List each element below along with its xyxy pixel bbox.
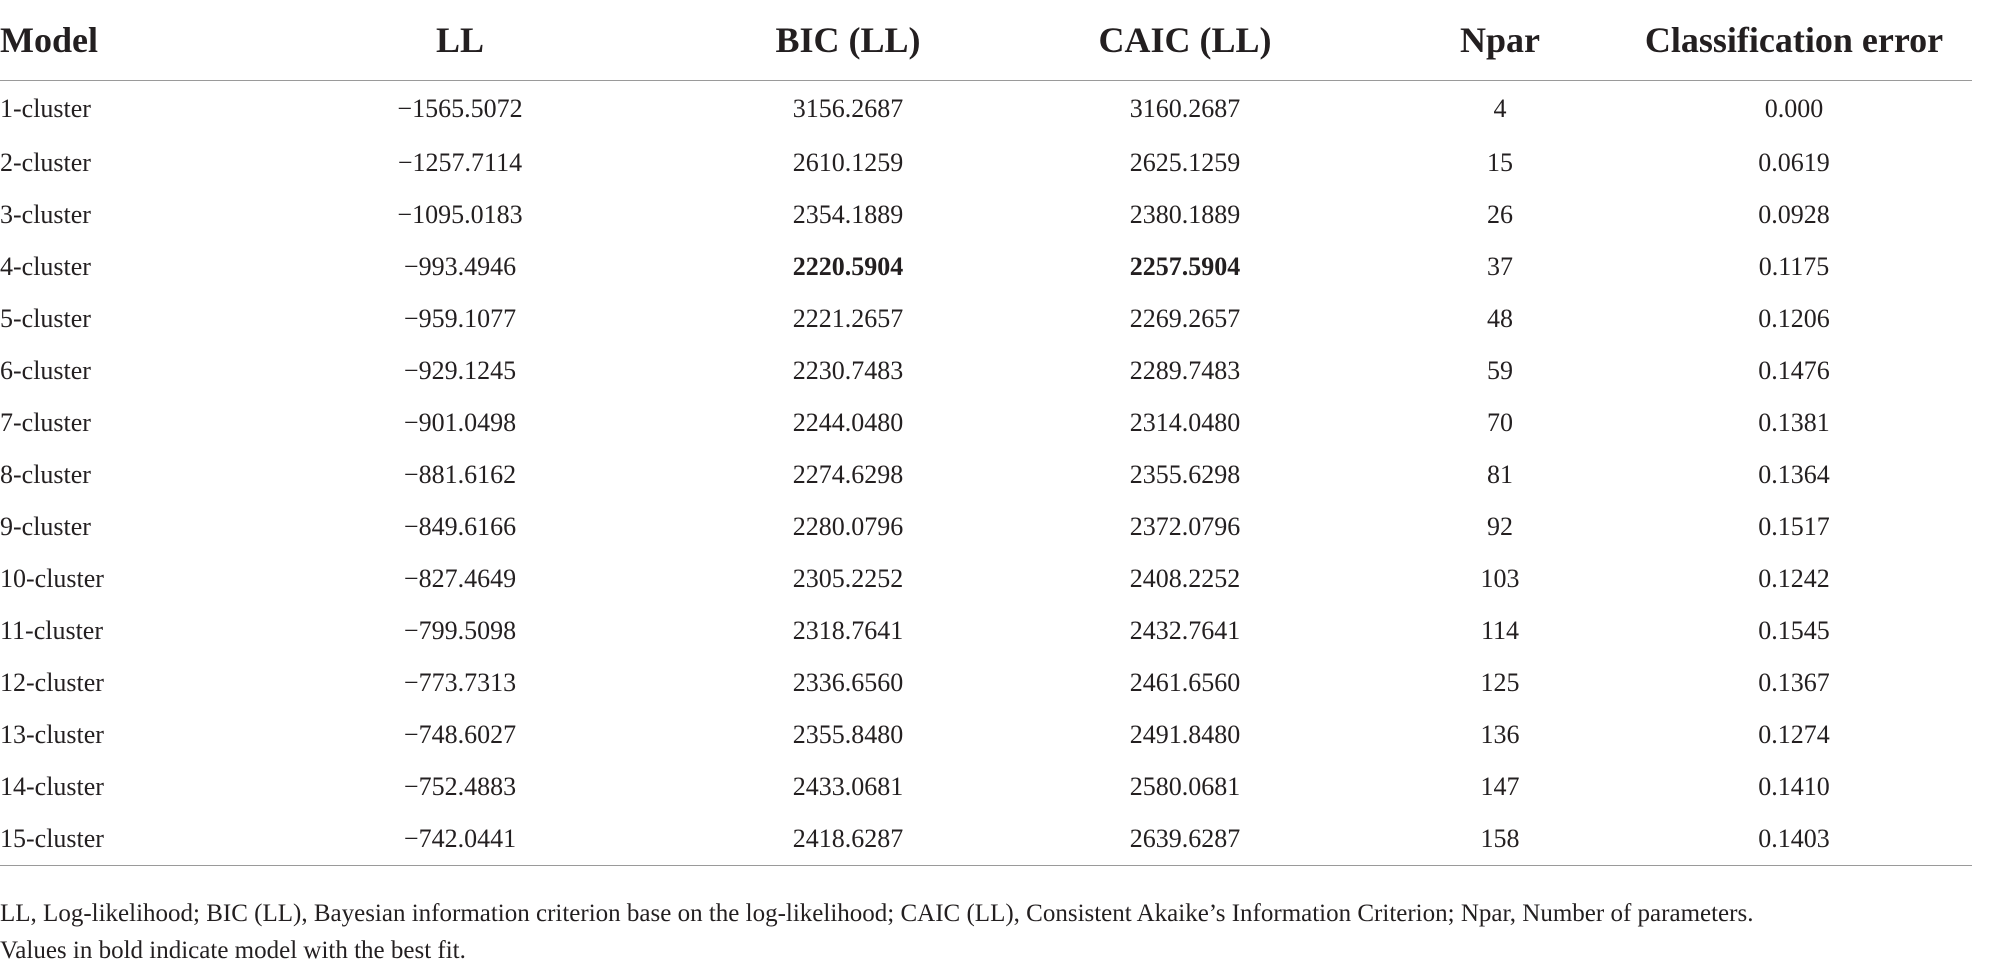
model-cell: 5-cluster	[0, 304, 91, 333]
table-body	[0, 81, 1972, 866]
npar-cell: 147	[1480, 772, 1520, 801]
footnote-bold-note: Values in bold indicate model with the best fit.	[0, 937, 466, 964]
header-model: Model	[0, 0, 210, 81]
classification-error-cell: 0.1517	[1758, 512, 1830, 541]
caic-cell: 2372.0796	[1129, 512, 1241, 541]
model-cell: 3-cluster	[0, 200, 91, 229]
caic-cell: 2355.6298	[1129, 460, 1241, 489]
table-row	[0, 449, 1972, 501]
npar-cell: 70	[1487, 408, 1513, 437]
bic-cell: 2433.0681	[792, 772, 904, 801]
table-footnote	[0, 895, 1972, 969]
bic-cell: 2220.5904	[792, 252, 904, 281]
classification-error-cell: 0.1410	[1758, 772, 1830, 801]
model-cell: 10-cluster	[0, 564, 104, 593]
npar-cell: 114	[1480, 616, 1520, 645]
caic-cell: 2491.8480	[1129, 720, 1241, 749]
classification-error-cell: 0.1381	[1758, 408, 1830, 437]
table-row	[0, 605, 1972, 657]
ll-cell: −799.5098	[403, 616, 517, 645]
bic-cell: 2305.2252	[792, 564, 904, 593]
table-row	[0, 137, 1972, 189]
ll-cell: −881.6162	[403, 460, 517, 489]
caic-cell: 2625.1259	[1129, 148, 1241, 177]
model-cell: 7-cluster	[0, 408, 91, 437]
caic-cell: 2408.2252	[1129, 564, 1241, 593]
npar-cell: 136	[1480, 720, 1520, 749]
caic-cell: 2461.6560	[1129, 668, 1241, 697]
npar-cell: 59	[1487, 356, 1513, 385]
model-cell: 8-cluster	[0, 460, 91, 489]
npar-cell: 26	[1487, 200, 1513, 229]
npar-cell: 37	[1487, 252, 1513, 281]
model-cell: 9-cluster	[0, 512, 91, 541]
npar-cell: 103	[1480, 564, 1520, 593]
bic-cell: 2280.0796	[792, 512, 904, 541]
ll-cell: −773.7313	[403, 668, 517, 697]
classification-error-cell: 0.1175	[1758, 252, 1830, 281]
ll-cell: −959.1077	[403, 304, 517, 333]
classification-error-cell: 0.1206	[1758, 304, 1830, 333]
classification-error-cell: 0.1545	[1758, 616, 1830, 645]
npar-cell: 15	[1487, 148, 1513, 177]
table-header	[0, 0, 1972, 81]
bic-cell: 2244.0480	[792, 408, 904, 437]
caic-cell: 2269.2657	[1129, 304, 1241, 333]
table-row	[0, 761, 1972, 813]
table-row	[0, 345, 1972, 397]
npar-cell: 4	[1493, 94, 1507, 123]
model-cell: 4-cluster	[0, 252, 91, 281]
npar-cell: 92	[1487, 512, 1513, 541]
classification-error-cell: 0.1242	[1758, 564, 1830, 593]
ll-cell: −1095.0183	[397, 200, 523, 229]
npar-cell: 125	[1480, 668, 1520, 697]
ll-cell: −827.4649	[403, 564, 517, 593]
ll-cell: −901.0498	[403, 408, 517, 437]
model-cell: 2-cluster	[0, 148, 91, 177]
model-cell: 15-cluster	[0, 813, 210, 866]
bic-cell: 2418.6287	[710, 813, 986, 866]
table-row	[0, 81, 1972, 138]
caic-cell: 2639.6287	[986, 813, 1384, 866]
classification-error-cell: 0.1403	[1616, 813, 1972, 866]
model-cell: 13-cluster	[0, 720, 104, 749]
classification-error-cell: 0.1274	[1758, 720, 1830, 749]
caic-cell: 2289.7483	[1129, 356, 1241, 385]
bic-cell: 2221.2657	[792, 304, 904, 333]
caic-cell: 2580.0681	[1129, 772, 1241, 801]
bic-cell: 2610.1259	[792, 148, 904, 177]
header-bic: BIC (LL)	[710, 0, 986, 81]
classification-error-cell: 0.1367	[1758, 668, 1830, 697]
model-cell: 6-cluster	[0, 356, 91, 385]
caic-cell: 2257.5904	[1129, 252, 1241, 281]
caic-cell: 3160.2687	[1129, 94, 1241, 123]
bic-cell: 2336.6560	[792, 668, 904, 697]
table-row	[0, 709, 1972, 761]
bic-cell: 2355.8480	[792, 720, 904, 749]
classification-error-cell: 0.0928	[1758, 200, 1830, 229]
model-cell: 14-cluster	[0, 772, 104, 801]
table-row	[0, 813, 1972, 866]
ll-cell: −849.6166	[403, 512, 517, 541]
ll-cell: −748.6027	[403, 720, 517, 749]
npar-cell: 81	[1487, 460, 1513, 489]
caic-cell: 2314.0480	[1129, 408, 1241, 437]
bic-cell: 3156.2687	[792, 94, 904, 123]
header-caic: CAIC (LL)	[986, 0, 1384, 81]
table-row	[0, 501, 1972, 553]
npar-cell: 48	[1487, 304, 1513, 333]
header-npar: Npar	[1384, 0, 1616, 81]
ll-cell: −742.0441	[210, 813, 710, 866]
model-cell: 12-cluster	[0, 668, 104, 697]
header-row	[0, 0, 1972, 81]
table-row	[0, 241, 1972, 293]
classification-error-cell: 0.000	[1764, 94, 1824, 123]
classification-error-cell: 0.1476	[1758, 356, 1830, 385]
npar-cell: 158	[1384, 813, 1616, 866]
ll-cell: −929.1245	[403, 356, 517, 385]
bic-cell: 2274.6298	[792, 460, 904, 489]
ll-cell: −993.4946	[403, 252, 517, 281]
header-classification-error: Classification error	[1616, 0, 1972, 81]
model-cell: 11-cluster	[0, 616, 103, 645]
bic-cell: 2230.7483	[792, 356, 904, 385]
table-row	[0, 657, 1972, 709]
table-row	[0, 397, 1972, 449]
classification-error-cell: 0.1364	[1758, 460, 1830, 489]
footnote-abbreviations: LL, Log-likelihood; BIC (LL), Bayesian information criterion base on the log-likelihood; CAIC (LL), Consistent Akaike’s Information Criterion; Npar, Number of parameters.	[0, 900, 1754, 927]
model-cell: 1-cluster	[0, 94, 91, 123]
bic-cell: 2318.7641	[792, 616, 904, 645]
header-ll: LL	[210, 0, 710, 81]
ll-cell: −752.4883	[403, 772, 517, 801]
caic-cell: 2432.7641	[1129, 616, 1241, 645]
table-row	[0, 553, 1972, 605]
ll-cell: −1565.5072	[397, 94, 523, 123]
classification-error-cell: 0.0619	[1758, 148, 1830, 177]
ll-cell: −1257.7114	[397, 148, 523, 177]
bic-cell: 2354.1889	[792, 200, 904, 229]
table-row	[0, 189, 1972, 241]
table-row	[0, 293, 1972, 345]
caic-cell: 2380.1889	[1129, 200, 1241, 229]
